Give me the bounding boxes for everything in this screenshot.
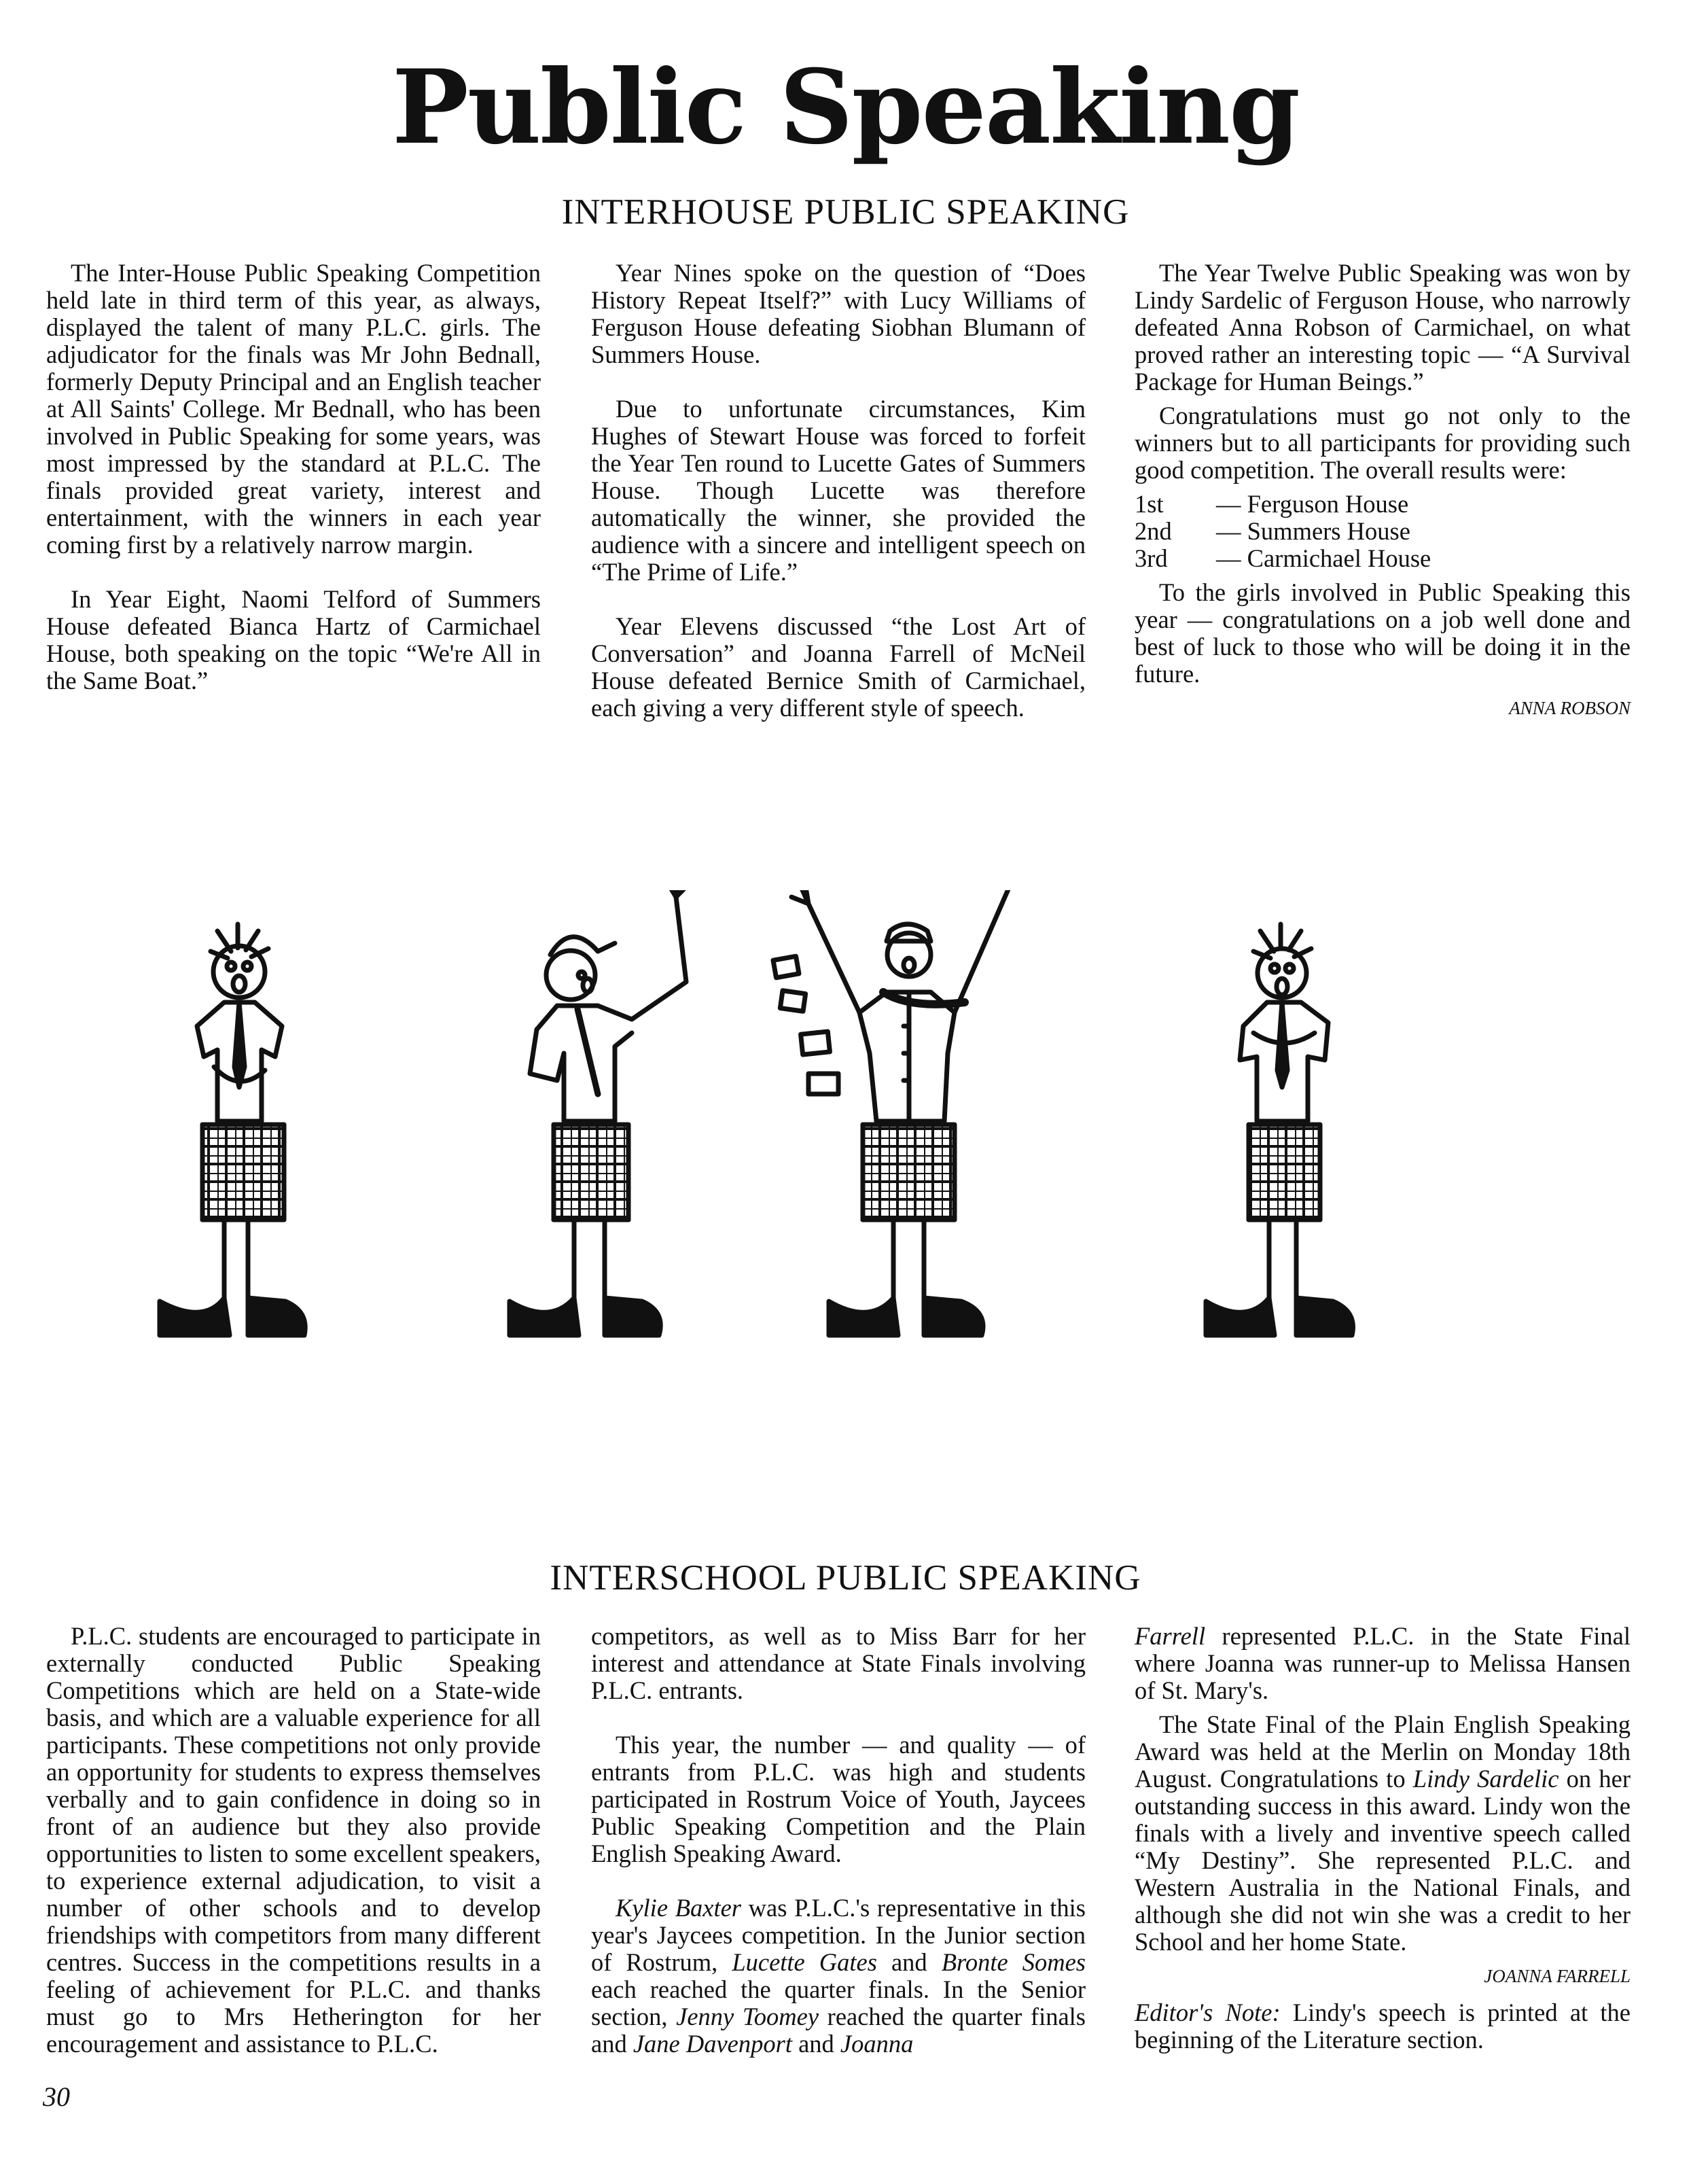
text: each reached the quarter finals. In the Senior section, [591, 1975, 1086, 2030]
paragraph: The Year Twelve Public Speaking was won by Lindy Sardelic of Ferguson House, who narrowly defeated Anna Robson of Carmichael, on what proved rather an interesting topic — “A Survival Package for Human Beings.” [1135, 259, 1631, 395]
interschool-column-2 [591, 1623, 1086, 2085]
text: The State Final of the Plain English Speaking Award was held at the Merlin on Monday 18th August. Congratulations to [1135, 1710, 1631, 1793]
page-title: Public Speaking [392, 48, 1299, 167]
student-name: Bronte Somes [941, 1948, 1086, 1976]
result-house: — Carmichael House [1216, 544, 1431, 572]
student-name: Joanna [840, 2030, 914, 2058]
author-signature: ANNA ROBSON [1509, 698, 1631, 718]
author-signature: JOANNA FARRELL [1484, 1966, 1631, 1986]
interschool-column-1 [46, 1623, 541, 2085]
page-number: 30 [43, 2081, 70, 2112]
paragraph: Year Elevens discussed “the Lost Art of Conversation” and Joanna Farrell of McNeil House defeated Bernice Smith of Carmichael, each giving a very different style of speech. [591, 612, 1086, 722]
speaker-figure-1 [160, 924, 305, 1335]
interhouse-column-1 [46, 260, 541, 722]
result-house: — Summers House [1216, 517, 1410, 545]
results-list [1135, 491, 1631, 572]
paragraph: To the girls involved in Public Speaking this year — congratulations on a job well done and best of luck to those who will be doing it in the future. [1135, 578, 1631, 688]
paragraph: competitors, as well as to Miss Barr for her interest and attendance at State Finals involving P.L.C. entrants. [591, 1622, 1086, 1704]
result-row [1135, 545, 1631, 572]
text: reached the quarter finals and [591, 2003, 1086, 2058]
student-name: Jane Davenport [633, 2030, 792, 2058]
paragraph: Due to unfortunate circumstances, Kim Hughes of Stewart House was forced to forfeit the Year Ten round to Lucette Gates of Summers House. Though Lucette was therefore automatically the winner, she provided the audience with a sincere and intelligent speech on “The Prime of Life.” [591, 395, 1086, 586]
student-name: Lindy Sardelic [1412, 1765, 1559, 1793]
result-place: 1st [1135, 490, 1164, 518]
result-place: 2nd [1135, 517, 1172, 545]
interschool-heading: INTERSCHOOL PUBLIC SPEAKING [550, 1558, 1141, 1598]
text: was P.L.C.'s representative in this year's Jaycees competition. In the Junior section of Rostrum, [591, 1894, 1086, 1976]
paragraph: This year, the number — and quality — of entrants from P.L.C. was high and students participated in Rostrum Voice of Youth, Jaycees Public Speaking Competition and the Plain English Speaking Award. [591, 1731, 1086, 1867]
paragraph [591, 1895, 1086, 2058]
text: and [876, 1948, 942, 1976]
speaker-figure-4 [1206, 924, 1353, 1335]
interhouse-column-2 [591, 260, 1086, 749]
student-name: Jenny Toomey [676, 2003, 819, 2030]
speaker-figure-3 [773, 890, 1029, 1335]
result-house: — Ferguson House [1216, 490, 1409, 518]
paragraph: In Year Eight, Naomi Telford of Summers House defeated Bianca Hartz of Carmichael House, both speaking on the topic “We're All in the Same Boat.” [46, 585, 541, 694]
paragraph: The Inter-House Public Speaking Competition held late in third term of this year, as always, displayed the talent of many P.L.C. girls. The adjudicator for the finals was Mr John Bednall, formerly Deputy Principal and an English teacher at All Saints' College. Mr Bednall, who has been involved in Public Speaking for some years, was most impressed by the standard at P.L.C. The finals provided great variety, interest and entertainment, with the winners in each year coming first by a relatively narrow margin. [46, 259, 541, 559]
result-row [1135, 518, 1631, 545]
paragraph [1135, 1623, 1631, 1704]
result-row [1135, 491, 1631, 518]
text: represented P.L.C. in the State Final where Joanna was runner-up to Melissa Hansen of St. Mary's. [1135, 1622, 1631, 1704]
speaker-figure-2 [510, 890, 690, 1335]
text: on her outstanding success in this award. Lindy won the finals with a lively and inventive speech called “My Destiny”. She represented P.L.C. and Western Australia in the National Finals, and although she did not win she was a credit to her School and her home State. [1135, 1765, 1631, 1956]
interhouse-column-3 [1135, 260, 1631, 722]
paragraph: Year Nines spoke on the question of “Does History Repeat Itself?” with Lucy Williams of Ferguson House defeating Siobhan Blumann of Summers House. [591, 259, 1086, 368]
interschool-column-3 [1135, 1623, 1631, 2081]
editors-note [1135, 1999, 1631, 2054]
paragraph [1135, 1711, 1631, 1956]
result-place: 3rd [1135, 544, 1168, 572]
interhouse-heading: INTERHOUSE PUBLIC SPEAKING [561, 192, 1130, 232]
paragraph: P.L.C. students are encouraged to participate in externally conducted Public Speaking Competitions which are held on a State-wide basis, and which are a valuable experience for all participants. These competitions not only provide an opportunity for students to express themselves verbally and to gain confidence in doing so in front of an audience but they also provide opportunities to listen to some excellent speakers, to experience external adjudication, to visit a number of other schools and to develop friendships with competitors from many different centres. Success in the competitions results in a feeling of achievement for P.L.C. and thanks must go to Mrs Hetherington for her encouragement and assistance to P.L.C. [46, 1622, 541, 2058]
paragraph: Congratulations must go not only to the winners but to all participants for providing such good competition. The overall results were: [1135, 402, 1631, 484]
student-name: Farrell [1135, 1622, 1206, 1650]
student-name: Lucette Gates [732, 1948, 877, 1976]
text: Lindy's speech is printed at the beginning of the Literature section. [1135, 1998, 1631, 2054]
student-name: Kylie Baxter [616, 1894, 741, 1922]
speakers-illustration [129, 890, 1556, 1379]
text: and [791, 2030, 840, 2058]
note-label: Editor's Note: [1135, 1998, 1281, 2026]
